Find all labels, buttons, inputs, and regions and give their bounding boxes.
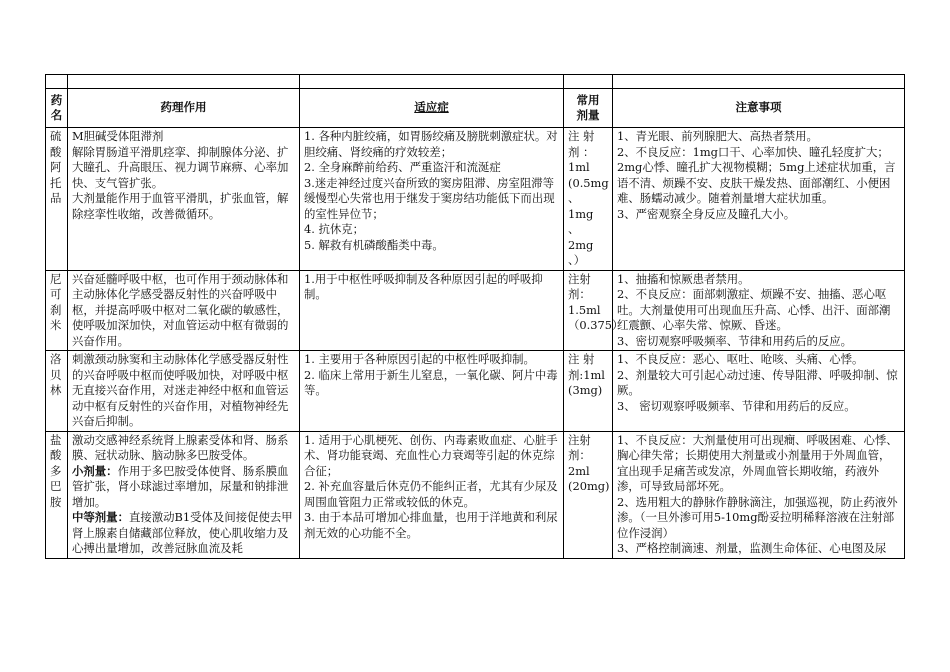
indication-cell <box>300 351 564 432</box>
dose-cell <box>564 128 613 271</box>
notes-item: 3、 密切观察呼吸频率、节律和用药后的反应。 <box>617 398 856 413</box>
blank-cell <box>300 75 564 89</box>
pharmacology-text: 大剂量能作用于血管平滑肌，扩张血管，解除痉挛性收缩，改善微循环。 <box>72 191 289 221</box>
notes-cell <box>613 128 905 271</box>
indication-item: 1. 主要用于各种原因引起的中枢性呼吸抑制。 <box>304 352 535 366</box>
indication-cell <box>300 431 564 558</box>
notes-item: 3、严密观察全身反应及瞳孔大小。 <box>617 206 796 221</box>
blank-cell <box>46 75 68 89</box>
pharmacology-cell <box>68 270 300 351</box>
notes-item: 1、青光眼、前列腺肥大、高热者禁用。 <box>617 129 818 143</box>
pharmacology-cell <box>68 351 300 432</box>
blank-row <box>46 75 905 89</box>
notes-item: 1、不良反应：恶心、呕吐、呛咳、头痛、心悸。 <box>617 352 864 366</box>
header-name: 药 名 <box>46 89 68 128</box>
drug-name-cell <box>46 128 68 271</box>
header-pharmacology: 药理作用 <box>68 89 300 128</box>
small-dose-label: 小剂量： <box>72 463 118 478</box>
dose-cell <box>564 431 613 558</box>
header-dose: 常用 剂量 <box>564 89 613 128</box>
indication-item: 1. 各种内脏绞痛，如胃肠绞痛及膀胱刺激症状。对胆绞痛、肾绞痛的疗效较差； <box>304 129 558 159</box>
indication-item: 2. 临床上常用于新生儿窒息，一氧化碳、阿片中毒等。 <box>304 367 558 397</box>
mid-dose-text: 直接激动B1受体及间接促使去甲肾上腺素自储藏部位释放，使心肌收缩力及心搏出量增加，改善冠脉血流及耗 <box>72 510 293 555</box>
dose-text: 注射剂： 1.5ml （0.375） <box>568 271 624 332</box>
indication-item: 1.用于中枢性呼吸抑制及各种原因引起的呼吸抑制。 <box>304 271 543 301</box>
drug-name-char: 盐 <box>50 432 62 447</box>
pharmacology-mid-dose <box>72 510 295 557</box>
pharmacology-text: 刺激颈动脉窦和主动脉体化学感受器反射性的兴奋呼吸中枢而使呼吸加快，对呼吸中枢无直接兴奋作用，对迷走神经中枢和血管运动中枢有反射性的兴奋作用，对植物神经先兴奋后抑制。 <box>72 352 289 428</box>
notes-item: 2、选用粗大的静脉作静脉滴注，加强巡视，防止药液外渗。（一旦外渗可用5-10mg酚妥拉明稀释溶液在注射部位作浸润） <box>617 494 898 540</box>
pharmacology-text: M胆碱受体阻滞剂 <box>72 129 164 143</box>
table-row <box>46 128 905 271</box>
mid-dose-label: 中等剂量： <box>72 510 129 524</box>
indication-item: 1. 适用于心肌梗死、创伤、内毒素败血症、心脏手术、肾功能衰竭、充血性心力衰竭等引起的休克综合征； <box>304 432 558 478</box>
blank-cell <box>613 75 905 89</box>
drug-name-char: 刹 <box>50 302 62 317</box>
notes-item: 3、严格控制滴速、剂量，监测生命体征、心电图及尿 <box>617 541 887 555</box>
drug-name-cell <box>46 431 68 558</box>
notes-cell <box>613 270 905 351</box>
dose-cell <box>564 270 624 351</box>
drug-name-char: 米 <box>50 318 62 332</box>
drug-table <box>45 74 905 559</box>
pharmacology-text: 解除胃肠道平滑肌痉挛、抑制腺体分泌、扩大瞳孔、升高眼压、视力调节麻痹、心率加快、支气管扩张。 <box>72 144 289 190</box>
indication-item: 5. 解救有机磷酸酯类中毒。 <box>304 237 444 252</box>
pharmacology-small-dose <box>72 464 295 511</box>
dose-cell <box>564 351 613 432</box>
pharmacology-text: 兴奋延髓呼吸中枢，也可作用于颈动脉体和主动脉体化学感受器反射性的兴奋呼吸中枢，并提高呼吸中枢对二氧化碳的敏感性，使呼吸加深加快，对血管运动中枢有微弱的兴奋作用。 <box>72 271 289 348</box>
notes-item: 2、剂量较大可引起心动过速、传导阻滞、呼吸抑制、惊厥。 <box>617 367 898 397</box>
drug-name-char: 多 <box>50 463 62 478</box>
pharmacology-cell <box>68 431 300 558</box>
notes-item: 3、密切观察呼吸频率、节律和用药后的反应。 <box>617 333 853 348</box>
dose-text: 注射剂： 2ml (20mg) <box>568 432 610 493</box>
drug-name-cell <box>46 270 68 351</box>
indication-item: 3.迷走神经过度兴奋所致的窦房阻滞、房室阻滞等缓慢型心失常也用于继发于窦房结功能低下而出现的室性异位节； <box>304 175 555 221</box>
drug-name-char: 贝 <box>50 367 62 382</box>
table-row <box>46 270 905 351</box>
drug-name-char: 品 <box>50 191 62 205</box>
drug-name-char: 阿 <box>50 160 62 174</box>
dose-text: 注 射 剂:1ml (3mg) <box>568 352 605 397</box>
indication-cell <box>300 128 564 271</box>
small-dose-text: 作用于多巴胺受体使肾、肠系膜血管扩张，肾小球滤过率增加，尿量和钠排泄增加。 <box>72 463 289 509</box>
notes-cell <box>613 351 905 432</box>
header-row <box>46 89 905 128</box>
drug-name-char: 林 <box>50 383 62 397</box>
header-notes: 注意事项 <box>613 89 905 128</box>
drug-name-char: 尼 <box>50 271 62 286</box>
notes-cell <box>613 431 905 558</box>
drug-name-cell <box>46 351 68 432</box>
indication-item: 4. 抗休克； <box>304 222 365 236</box>
notes-item: 2、不良反应：面部刺激症、烦躁不安、抽搐、恶心呕吐。大剂量使用可出现血压升高、心悸、出汗、面部潮红震颤、心率失常、惊厥、昏迷。 <box>617 287 891 332</box>
indication-item: 2. 补充血容量后休克仍不能纠正者，尤其有少尿及周围血管阻力正常或较低的休克。 <box>304 479 558 509</box>
pharmacology-cell <box>68 128 300 271</box>
notes-item: 2、不良反应：1mg口干、心率加快、瞳孔轻度扩大；2mg心悸、瞳孔扩大视物模糊；5mg上述症状加重，言语不清、烦躁不安、皮肤干燥发热、面部潮红、小便困难、肠蠕动减少。随着剂量增大症状加重。 <box>617 144 896 205</box>
drug-name-char: 托 <box>50 175 62 190</box>
blank-cell <box>68 75 300 89</box>
drug-name-char: 硫 <box>50 129 62 143</box>
indication-item: 2. 全身麻醉前给药、严重盗汗和流涎症 <box>304 160 501 174</box>
table-row <box>46 431 905 558</box>
blank-cell <box>564 75 613 89</box>
dose-text: 注 射 剂 ： 1ml (0.5mg 、 1mg 、 2mg 、） <box>568 129 609 267</box>
header-indication: 适应症 <box>300 89 564 128</box>
pharmacology-text: 激动交感神经系统肾上腺素受体和肾、肠系膜、冠状动脉、脑动脉多巴胺受体。 <box>72 432 289 462</box>
drug-name-char: 洛 <box>50 352 62 366</box>
notes-item: 1、不良反应：大剂量使用可出现癎、呼吸困难、心悸、胸心律失常；长期使用大剂量或小剂量用于外周血管，宜出现手足痛苦或发凉，外周血管长期收缩，药液外渗，可导致局部坏死。 <box>617 432 898 493</box>
indication-item: 3. 由于本品可增加心排血量，也用于洋地黄和利尿剂无效的心功能不全。 <box>304 510 558 540</box>
drug-name-char: 巴 <box>50 479 62 493</box>
drug-name-char: 胺 <box>50 494 62 509</box>
drug-name-char: 酸 <box>50 448 62 462</box>
drug-name-char: 可 <box>50 287 62 301</box>
table-row <box>46 351 905 432</box>
drug-name-char: 酸 <box>50 144 62 159</box>
indication-cell <box>300 270 564 351</box>
notes-item: 1、抽搐和惊厥患者禁用。 <box>617 271 750 286</box>
